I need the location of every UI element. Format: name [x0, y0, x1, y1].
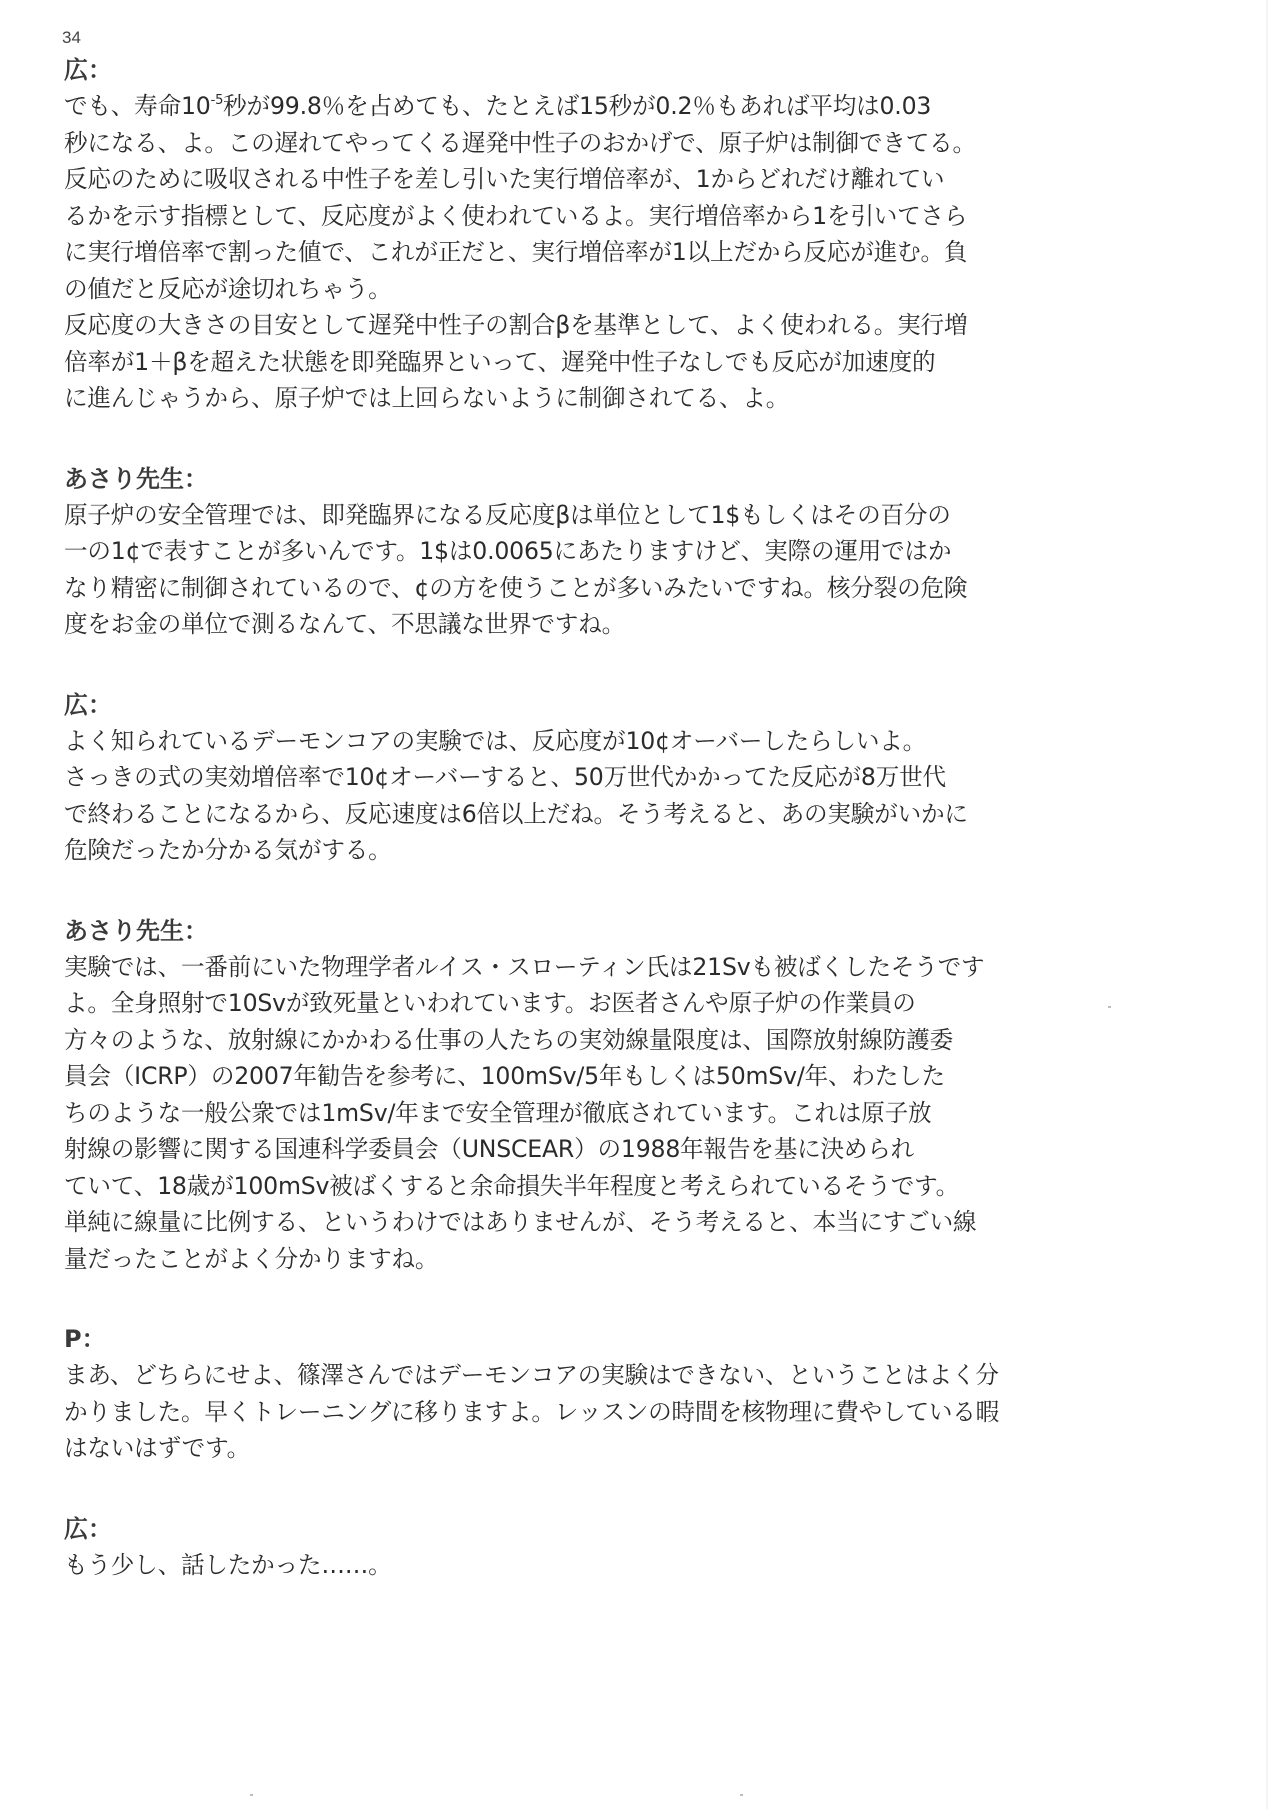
text-fragment: 秒が99.8％を占めても、たとえば15秒が0.2％もあれば平均は0.03	[223, 92, 932, 120]
text-line: よ。全身照射で10Svが致死量といわれています。お医者さんや原子炉の作業員の	[64, 989, 916, 1017]
text-line: 秒になる、よ。この遅れてやってくる遅発中性子のおかげで、原子炉は制御できてる。	[64, 128, 976, 157]
text-line: 量だったことがよく分かりますね。	[64, 1244, 439, 1273]
text-line: で終わることになるから、反応速度は6倍以上だね。そう考えると、あの実験がいかに	[64, 799, 968, 828]
scan-edge-shadow	[1266, 0, 1268, 1809]
text-line: 員会（ICRP）の2007年勧告を参考に、100mSv/5年もしくは50mSv/年、わたした	[64, 1062, 945, 1090]
text-line: 反応のために吸収される中性子を差し引いた実行増倍率が、1からどれだけ離れてい	[64, 165, 945, 193]
speaker-label: あさり先生：	[64, 464, 208, 493]
text-line: 単純に線量に比例する、というわけではありませんが、そう考えると、本当にすごい線	[64, 1208, 977, 1236]
speaker-label: P：	[64, 1325, 106, 1353]
text-line: 方々のような、放射線にかかわる仕事の人たちの実効線量限度は、国際放射線防護委	[64, 1025, 953, 1054]
dialogue-body	[64, 52, 1074, 1627]
text-line: ちのような一般公衆では1mSv/年まで安全管理が徹底されています。これは原子放	[64, 1098, 932, 1127]
text-line: 危険だったか分かる気がする。	[64, 836, 392, 864]
superscript-exponent: -5	[210, 93, 224, 108]
text-line: に実行増倍率で割った値で、これが正だと、実行増倍率が1以上だから反応が進む。負	[64, 238, 968, 266]
text-line: 倍率が1＋βを超えた状態を即発臨界といって、遅発中性子なしでも反応が加速度的	[64, 347, 936, 376]
speaker-label: 広：	[64, 690, 112, 719]
text-line: 一の1¢で表すことが多いんです。1$は0.0065にあたりますけど、実際の運用ではか	[64, 537, 952, 565]
text-line: 度をお金の単位で測るなんて、不思議な世界ですね。	[64, 610, 625, 638]
dialogue-section	[64, 913, 1074, 1278]
text-line: の値だと反応が途切れちゃう。	[64, 274, 392, 303]
text-line: 実験では、一番前にいた物理学者ルイス・スローティン氏は21Svも被ばくしたそうです	[64, 952, 985, 981]
text-line: まあ、どちらにせよ、篠澤さんではデーモンコアの実験はできない、ということはよく分	[64, 1361, 999, 1389]
text-line: さっきの式の実効増倍率で10¢オーバーすると、50万世代かかってた反応が8万世代	[64, 763, 946, 791]
dialogue-section	[64, 1321, 1074, 1467]
text-line: 原子炉の安全管理では、即発臨界になる反応度βは単位として1$もしくはその百分の	[64, 500, 951, 529]
paragraph	[64, 307, 1074, 417]
text-line: 射線の影響に関する国連科学委員会（UNSCEAR）の1988年報告を基に決められ	[64, 1135, 915, 1163]
text-line: 反応度の大きさの目安として遅発中性子の割合βを基準として、よく使われる。実行増	[64, 311, 968, 339]
scan-speck	[250, 1794, 253, 1796]
paragraph	[64, 1547, 1074, 1584]
speaker-label: 広：	[64, 1514, 112, 1543]
speaker-label: あさり先生：	[64, 916, 208, 945]
scan-speck	[740, 1794, 743, 1796]
text-line: はないはずです。	[64, 1434, 250, 1462]
dialogue-section	[64, 1511, 1074, 1584]
text-line: るかを示す指標として、反応度がよく使われているよ。実行増倍率から1を引いてさら	[64, 201, 968, 230]
text-line	[64, 88, 1074, 125]
paragraph	[64, 949, 1074, 1278]
speaker-label: 広：	[64, 56, 112, 84]
paragraph	[64, 723, 1074, 869]
dialogue-section	[64, 52, 1074, 417]
dialogue-section	[64, 687, 1074, 869]
text-fragment: でも、寿命10	[64, 92, 211, 120]
text-line: ていて、18歳が100mSv被ばくすると余命損失半年程度と考えられているそうです。	[64, 1171, 960, 1200]
text-line: かりました。早くトレーニングに移りますよ。レッスンの時間を核物理に費やしている暇	[64, 1397, 1000, 1426]
page-number: 34	[62, 28, 81, 47]
scan-speck	[1108, 1006, 1111, 1008]
text-line: もう少し、話したかった……。	[64, 1550, 392, 1579]
paragraph	[64, 1357, 1074, 1467]
paragraph	[64, 88, 1074, 307]
text-line: なり精密に制御されているので、¢の方を使うことが多いみたいですね。核分裂の危険	[64, 573, 968, 602]
paragraph	[64, 497, 1074, 643]
text-line: に進んじゃうから、原子炉では上回らないように制御されてる、よ。	[64, 384, 790, 412]
dialogue-section	[64, 461, 1074, 643]
text-line: よく知られているデーモンコアの実験では、反応度が10¢オーバーしたらしいよ。	[64, 726, 927, 755]
